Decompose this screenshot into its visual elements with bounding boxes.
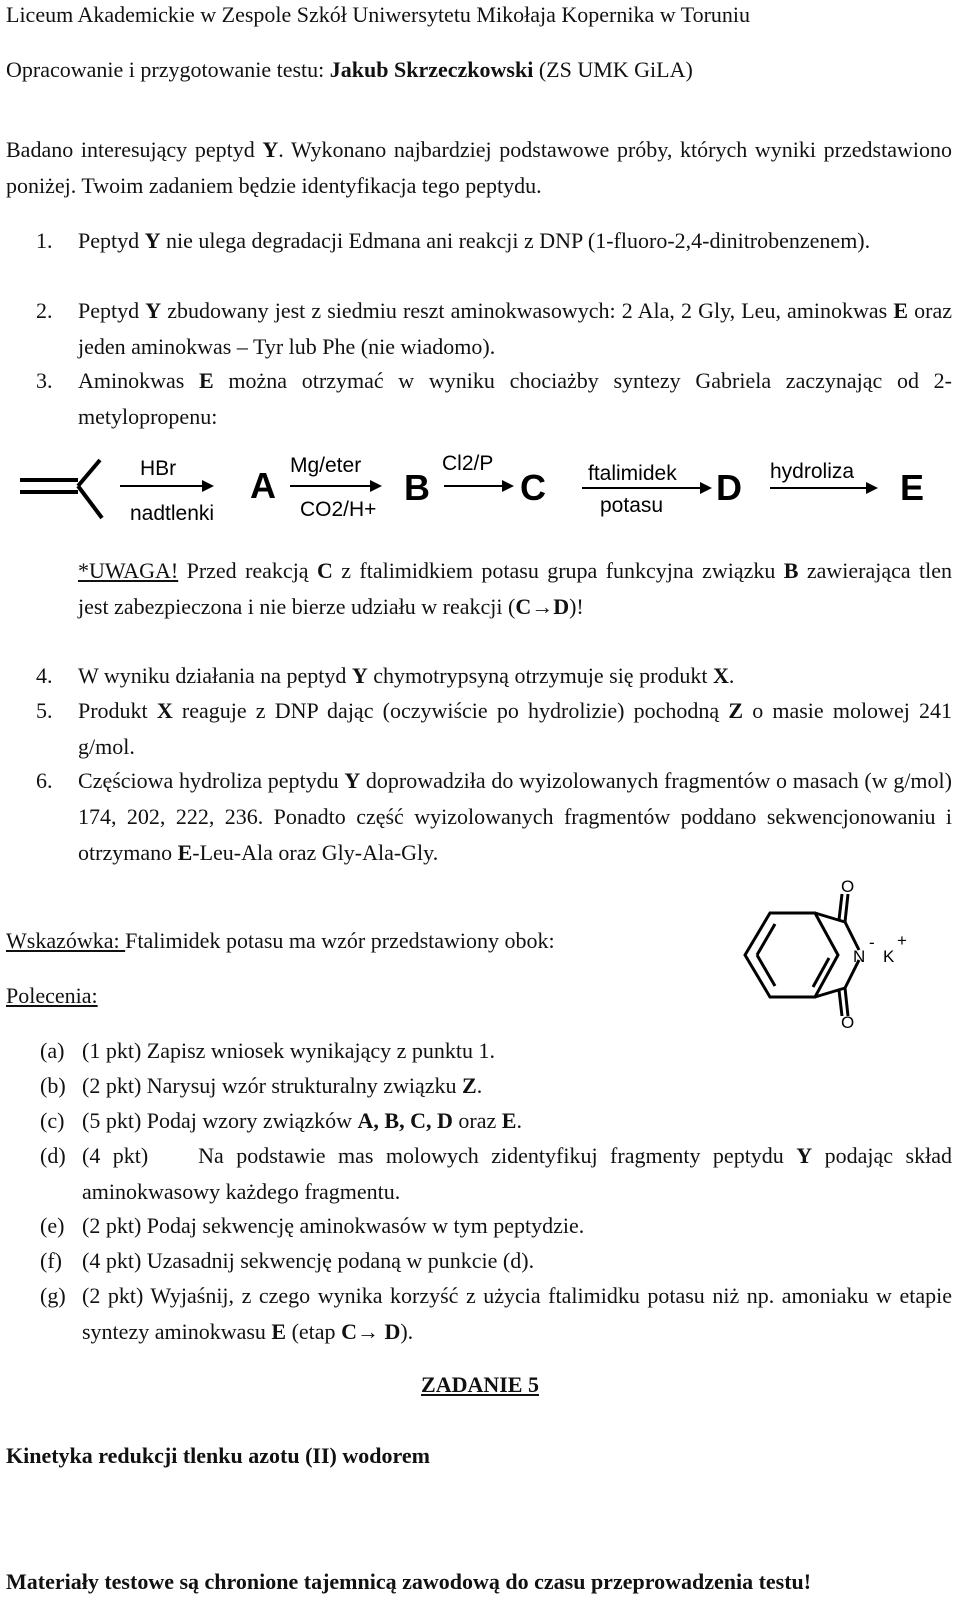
reagent-phthalimide: ftalimidek bbox=[588, 462, 677, 485]
command-bold: Z bbox=[462, 1073, 477, 1098]
point-bold: X bbox=[156, 698, 173, 723]
point-3 bbox=[6, 363, 952, 435]
command-bold: D bbox=[378, 1319, 401, 1344]
nitrogen: N bbox=[853, 947, 866, 966]
point-text: doprowadziła do wyizolowanych fragmentów o masach (w g/mol) 174, 202, 222, 236. Ponadto część wyizolowanych fragmentów poddano sekwencjonowaniu i otrzymano bbox=[78, 768, 952, 865]
command-label: (f) bbox=[40, 1248, 62, 1273]
arrow-head bbox=[866, 482, 878, 494]
point-bold: E bbox=[893, 298, 909, 323]
note-text: Przed reakcją bbox=[178, 558, 317, 583]
task-title: ZADANIE 5 bbox=[421, 1372, 539, 1397]
arrow-head bbox=[502, 480, 514, 492]
note-text: zawierająca tlen jest zabezpieczona i nie bierze udziału w reakcji ( bbox=[78, 558, 952, 619]
oxygen-top: O bbox=[841, 880, 855, 896]
point-bold: E bbox=[199, 368, 214, 393]
author-suffix: (ZS UMK GiLA) bbox=[533, 57, 693, 82]
point-2 bbox=[6, 293, 952, 365]
intro-text-1: Badano interesujący peptyd bbox=[6, 137, 263, 162]
point-number: 4. bbox=[36, 663, 53, 688]
point-text: reaguje z DNP dając (oczywiście po hydrolizie) pochodną bbox=[172, 698, 729, 723]
warning-note bbox=[78, 553, 952, 625]
reagent-co2-h: CO2/H+ bbox=[300, 498, 377, 521]
compound-d: D bbox=[716, 467, 742, 508]
charge-minus: - bbox=[869, 933, 875, 952]
hint-text: Ftalimidek potasu ma wzór przedstawiony obok: bbox=[125, 928, 555, 953]
command-text: (4 pkt) Na podstawie mas molowych zidentyfikuj fragmenty peptydu bbox=[82, 1143, 797, 1168]
point-text: Peptyd bbox=[78, 228, 145, 253]
command-label: (b) bbox=[40, 1073, 66, 1098]
intro-text-2: . Wykonano najbardziej podstawowe próby, których wyniki przedstawiono poniżej. Twoim zadaniem będzie identyfikacja tego peptydu. bbox=[6, 137, 952, 198]
point-text: nie ulega degradacji Edmana ani reakcji z DNP (1-fluoro-2,4-dinitrobenzenem). bbox=[160, 228, 871, 253]
point-text: Aminokwas bbox=[78, 368, 200, 393]
note-text: )! bbox=[569, 594, 584, 619]
point-number: 2. bbox=[36, 298, 53, 323]
compound-c: C bbox=[520, 467, 546, 508]
note-bold: C bbox=[515, 594, 532, 619]
reagent-peroxides: nadtlenki bbox=[130, 502, 215, 525]
point-bold: E bbox=[177, 840, 193, 865]
note-text: z ftalimidkiem potasu grupa funkcyjna związku bbox=[332, 558, 784, 583]
command-text: podając skład aminokwasowy każdego fragmentu. bbox=[82, 1143, 958, 1204]
reagent-cl2-p: Cl2/P bbox=[442, 452, 494, 475]
author-line bbox=[6, 57, 693, 83]
potassium-phthalimide-structure bbox=[735, 880, 935, 1030]
command-label: (e) bbox=[40, 1213, 65, 1238]
command-text: (2 pkt) Podaj sekwencję aminokwasów w tym peptydzie. bbox=[82, 1213, 585, 1238]
reagent-hydrolysis: hydroliza bbox=[770, 460, 855, 483]
command-text: . bbox=[476, 1073, 483, 1098]
charge-plus: + bbox=[897, 931, 907, 950]
potassium: K bbox=[883, 947, 895, 966]
point-text: . bbox=[728, 663, 735, 688]
point-4 bbox=[6, 658, 952, 694]
command-bold: A, B, C, D bbox=[357, 1108, 453, 1133]
point-bold: X bbox=[713, 663, 729, 688]
point-text: Produkt bbox=[78, 698, 157, 723]
point-text: -Leu-Ala oraz Gly-Ala-Gly. bbox=[192, 840, 439, 865]
note-bold: C bbox=[316, 558, 333, 583]
command-text: oraz bbox=[452, 1108, 502, 1133]
author-name: Jakub Skrzeczkowski bbox=[329, 57, 534, 82]
command-text: (4 pkt) Uzasadnij sekwencję podaną w punkcie (d). bbox=[82, 1248, 535, 1273]
command-text: (2 pkt) Narysuj wzór strukturalny związku bbox=[82, 1073, 463, 1098]
point-text: oraz jeden aminokwas – Tyr lub Phe (nie wiadomo). bbox=[78, 298, 952, 359]
note-bold: D bbox=[553, 594, 570, 619]
reagent-potassium: potasu bbox=[600, 494, 664, 517]
command-bold: Y bbox=[796, 1143, 813, 1168]
command-text: . bbox=[516, 1108, 522, 1133]
point-text: chymotrypsyną otrzymuje się produkt bbox=[367, 663, 714, 688]
warning-label: *UWAGA! bbox=[78, 558, 179, 583]
note-bold: B bbox=[783, 558, 799, 583]
command-d bbox=[6, 1138, 958, 1210]
point-number: 1. bbox=[36, 228, 53, 253]
point-bold: Y bbox=[145, 298, 162, 323]
hint-label: Wskazówka: bbox=[6, 928, 126, 953]
command-label: (c) bbox=[40, 1108, 65, 1133]
command-text: (etap bbox=[286, 1319, 342, 1344]
point-1 bbox=[6, 223, 952, 259]
point-number: 6. bbox=[36, 768, 53, 793]
point-bold: Y bbox=[144, 228, 161, 253]
point-text: można otrzymać w wyniku chociażby syntezy Gabriela zaczynając od 2-metylopropenu: bbox=[78, 368, 952, 429]
point-bold: Y bbox=[344, 768, 361, 793]
command-bold: E bbox=[271, 1319, 287, 1344]
command-e bbox=[6, 1208, 952, 1244]
command-text: (5 pkt) Podaj wzory związków bbox=[82, 1108, 358, 1133]
command-f bbox=[6, 1243, 952, 1279]
point-text: Częściowa hydroliza peptydu bbox=[78, 768, 345, 793]
hint-line bbox=[6, 928, 555, 954]
point-number: 3. bbox=[36, 368, 53, 393]
oxygen-bottom: O bbox=[841, 1013, 855, 1030]
arrow-icon: → bbox=[531, 594, 554, 619]
arrow-head bbox=[202, 480, 214, 492]
point-text: Peptyd bbox=[78, 298, 146, 323]
arrow-head bbox=[700, 482, 712, 494]
command-label: (a) bbox=[40, 1038, 65, 1063]
reagent-hbr: HBr bbox=[140, 457, 177, 480]
point-number: 5. bbox=[36, 698, 53, 723]
command-label: (d) bbox=[40, 1143, 66, 1168]
methylpropene-structure bbox=[20, 460, 102, 518]
intro-paragraph bbox=[6, 132, 952, 204]
command-text: (1 pkt) Zapisz wniosek wynikający z punktu 1. bbox=[82, 1038, 496, 1063]
command-text: (2 pkt) Wyjaśnij, z czego wynika korzyść z użycia ftalimidku potasu niż np. amoniaku w etapie syntezy aminokwasu bbox=[82, 1283, 952, 1344]
peptide-y: Y bbox=[262, 137, 279, 162]
command-b bbox=[6, 1068, 952, 1104]
command-g bbox=[6, 1278, 952, 1350]
point-bold: Z bbox=[728, 698, 744, 723]
point-5 bbox=[6, 693, 952, 765]
reagent-mg-ether: Mg/eter bbox=[290, 454, 362, 477]
author-prefix: Opracowanie i przygotowanie testu: bbox=[6, 57, 330, 82]
task-subtitle: Kinetyka redukcji tlenku azotu (II) wodorem bbox=[6, 1443, 430, 1468]
command-bold: C bbox=[341, 1319, 357, 1344]
command-label: (g) bbox=[40, 1283, 66, 1308]
gabriel-synthesis-scheme bbox=[0, 450, 960, 540]
arrow-head bbox=[370, 480, 382, 492]
point-6 bbox=[6, 763, 952, 871]
arrow-icon: → bbox=[356, 1319, 379, 1344]
compound-e: E bbox=[900, 467, 925, 508]
compound-a: A bbox=[250, 465, 276, 506]
point-text: o masie molowej 241 g/mol. bbox=[78, 698, 952, 759]
command-a bbox=[6, 1033, 952, 1069]
command-c bbox=[6, 1103, 952, 1139]
point-bold: Y bbox=[351, 663, 368, 688]
commands-label: Polecenia: bbox=[6, 983, 98, 1008]
confidentiality-footer: Materiały testowe są chronione tajemnicą zawodową do czasu przeprowadzenia testu! bbox=[6, 1569, 812, 1594]
compound-b: B bbox=[404, 467, 430, 508]
command-bold: E bbox=[501, 1108, 517, 1133]
point-text: W wyniku działania na peptyd bbox=[78, 663, 352, 688]
command-text: ). bbox=[400, 1319, 414, 1344]
point-text: zbudowany jest z siedmiu reszt aminokwasowych: 2 Ala, 2 Gly, Leu, aminokwas bbox=[161, 298, 894, 323]
school-name: Liceum Akademickie w Zespole Szkół Uniwersytetu Mikołaja Kopernika w Toruniu bbox=[6, 2, 751, 27]
